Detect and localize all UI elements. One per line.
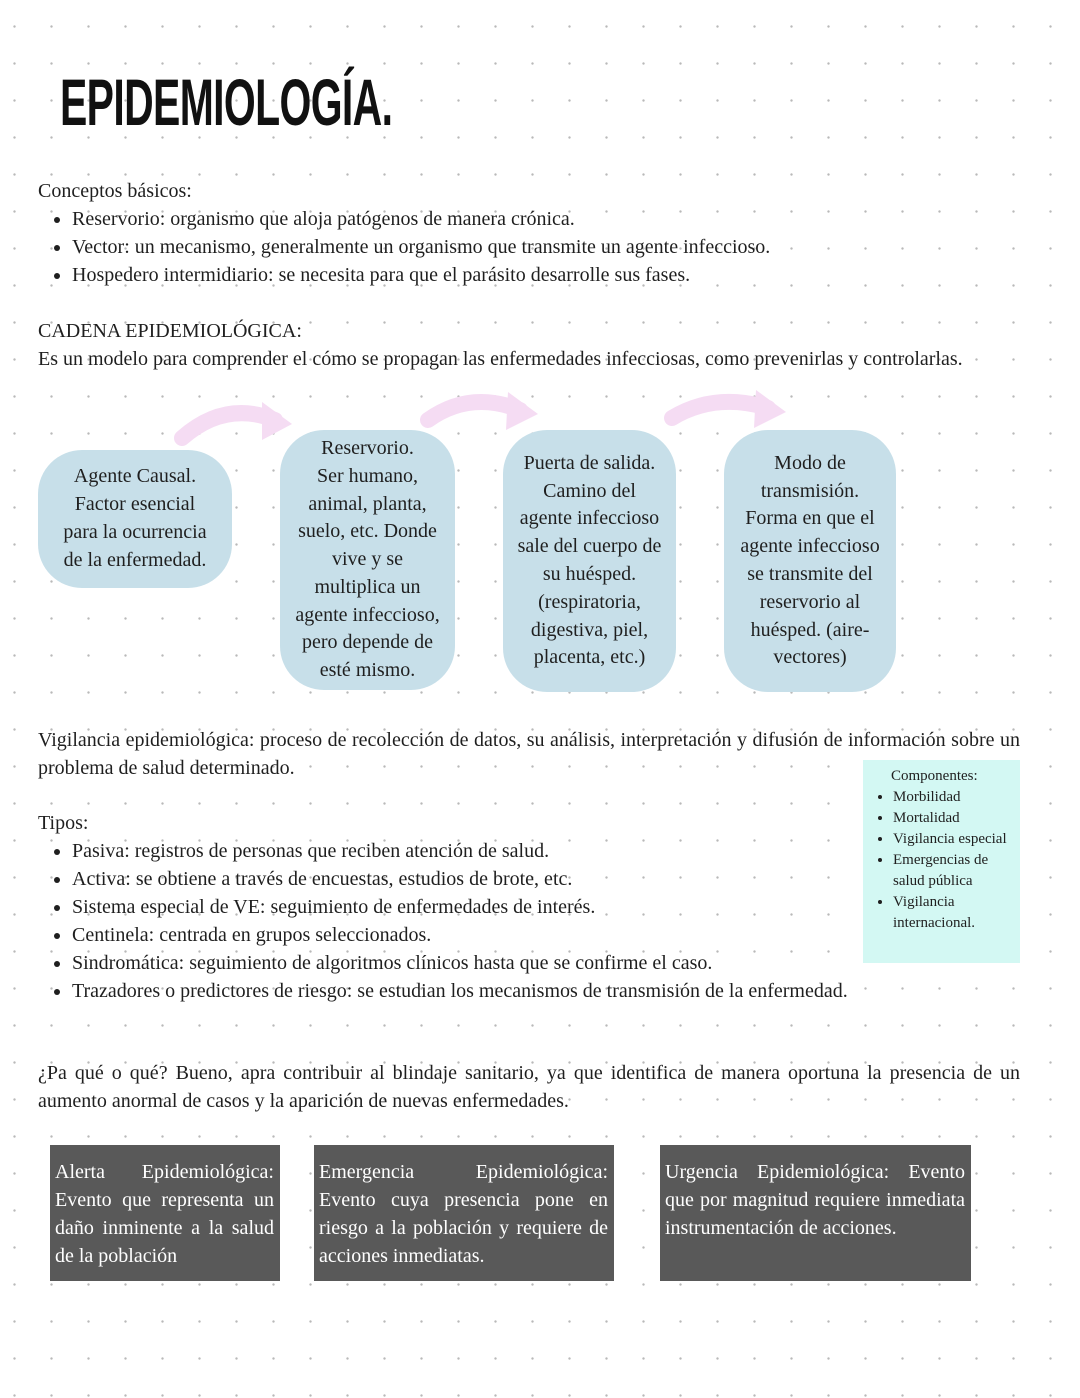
arrow-icon	[182, 413, 275, 438]
page-title: EPIDEMIOLOGÍA.	[60, 65, 393, 139]
list-item: • Emergencias de salud pública	[893, 850, 1016, 892]
list-item: • Sistema especial de VE: seguimiento de enfermedades de interés.	[72, 893, 1032, 921]
conceptos-heading: Conceptos básicos:	[38, 180, 192, 202]
list-item: • Reservorio: organismo que aloja patógenos de manera crónica.	[72, 205, 770, 233]
list-item: • Trazadores o predictores de riesgo: se estudian los mecanismos de transmisión de la enfermedad.	[72, 977, 1032, 1005]
list-item: • Vigilancia internacional.	[893, 892, 1016, 934]
conceptos-list	[38, 205, 770, 289]
list-item: • Centinela: centrada en grupos seleccionados.	[72, 921, 1032, 949]
arrow-icon	[672, 402, 768, 418]
chain-box-puerta-salida: Puerta de salida. Camino del agente infeccioso sale del cuerpo de su huésped. (respiratoria, digestiva, piel, placenta, etc.)	[503, 430, 676, 692]
list-item: • Hospedero intermidiario: se necesita para que el parásito desarrolle sus fases.	[72, 261, 770, 289]
chain-box-agente: Agente Causal. Factor esencial para la ocurrencia de la enfermedad.	[38, 450, 232, 588]
urgencia-box: Urgencia Epidemiológica: Evento que por magnitud requiere inmediata instrumentación de acciones.	[660, 1145, 971, 1281]
list-item: • Activa: se obtiene a través de encuestas, estudios de brote, etc.	[72, 865, 1032, 893]
list-item: • Pasiva: registros de personas que reciben atención de salud.	[72, 837, 1032, 865]
tipos-heading: Tipos:	[38, 812, 89, 834]
tipos-list	[38, 837, 1032, 1005]
emergencia-box: Emergencia Epidemiológica: Evento cuya presencia pone en riesgo a la población y requiere de acciones inmediatas.	[314, 1145, 614, 1281]
list-item: • Sindromática: seguimiento de algoritmos clínicos hasta que se confirme el caso.	[72, 949, 1032, 977]
cadena-text: Es un modelo para comprender el cómo se propagan las enfermedades infecciosas, como prevenirlas y controlarlas.	[38, 348, 963, 370]
arrow-icon	[428, 402, 520, 420]
vigilancia-text: Vigilancia epidemiológica: proceso de recolección de datos, su análisis, interpretación y difusión de información sobre un problema de salud determinado.	[38, 729, 1020, 779]
list-item: • Vigilancia especial	[893, 829, 1016, 850]
list-item: • Morbilidad	[893, 787, 1016, 808]
chain-box-modo-transmision: Modo de transmisión. Forma en que el agente infeccioso se transmite del reservorio al huésped. (aire- vectores)	[724, 430, 896, 692]
cadena-heading: CADENA EPIDEMIOLÓGICA:	[38, 320, 302, 342]
list-item: • Vector: un mecanismo, generalmente un organismo que transmite un agente infeccioso.	[72, 233, 770, 261]
componentes-heading: Componentes:	[891, 768, 978, 784]
para-que-text: ¿Pa qué o qué? Bueno, apra contribuir al blindaje sanitario, ya que identifica de manera oportuna la presencia de un aumento anormal de casos y la aparición de nuevas enfermedades.	[38, 1062, 1020, 1112]
alerta-box: Alerta Epidemiológica: Evento que representa un daño inminente a la salud de la población	[50, 1145, 280, 1281]
list-item: • Mortalidad	[893, 808, 1016, 829]
chain-box-reservorio: Reservorio. Ser humano, animal, planta, suelo, etc. Donde vive y se multiplica un agente infeccioso, pero depende de esté mismo.	[280, 430, 455, 690]
